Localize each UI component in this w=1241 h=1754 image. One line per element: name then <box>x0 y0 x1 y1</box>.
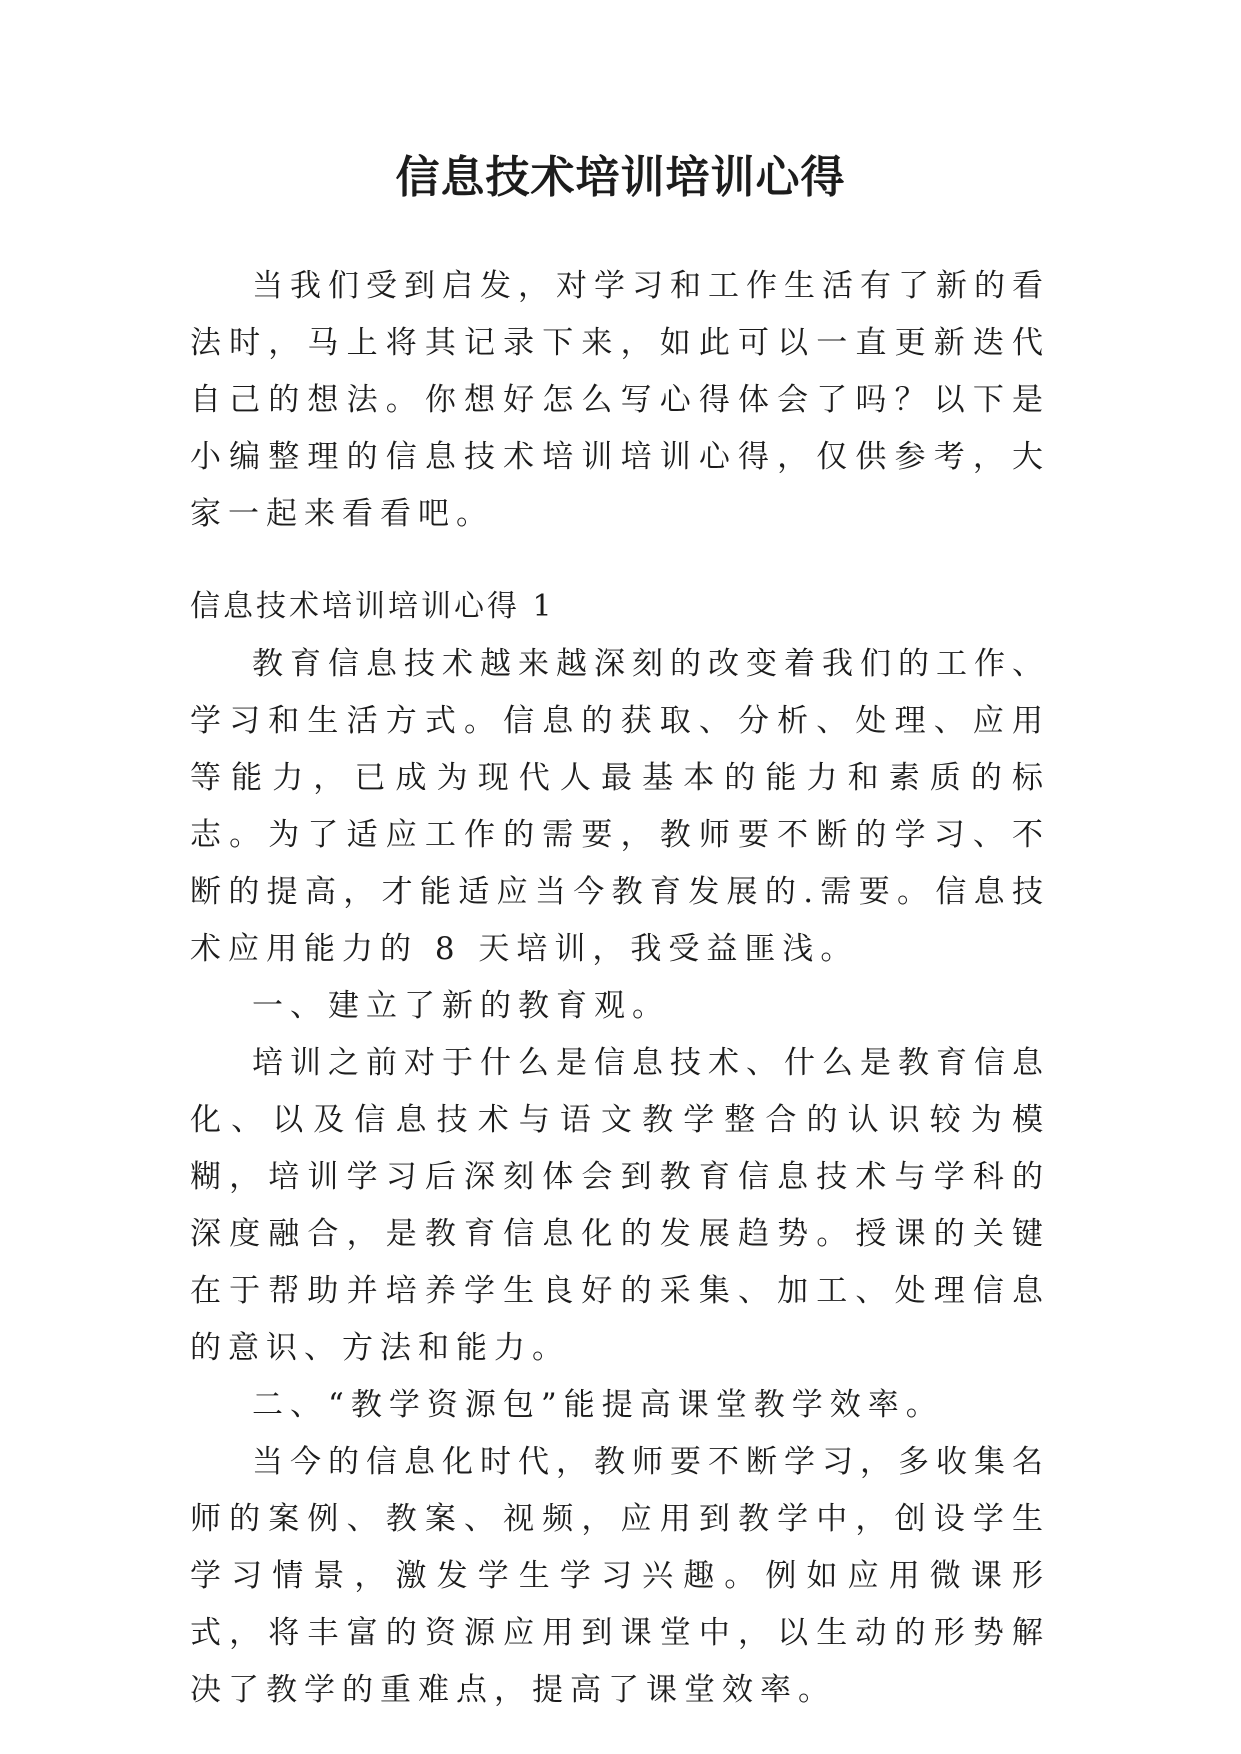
subheading-1: 一、建立了新的教育观。 <box>252 988 670 1024</box>
section-body <box>190 636 1050 1719</box>
section-heading: 信息技术培训培训心得 1 <box>190 589 555 624</box>
body-paragraph-3: 当今的信息化时代，教师要不断学习，多收集名师的案例、教案、视频，应用到教学中，创设学生学习情景，激发学生学习兴趣。例如应用微课形式，将丰富的资源应用到课堂中，以生动的形势解决了教学的重难点，提高了课堂效率。 <box>190 1444 1050 1708</box>
subheading-2: 二、“教学资源包”能提高课堂教学效率。 <box>252 1387 944 1423</box>
body-paragraph-1: 教育信息技术越来越深刻的改变着我们的工作、学习和生活方式。信息的获取、分析、处理、应用等能力，已成为现代人最基本的能力和素质的标志。为了适应工作的需要，教师要不断的学习、不断的提高，才能适应当今教育发展的.需要。信息技术应用能力的 8 天培训，我受益匪浅。 <box>190 646 1050 967</box>
document-title: 信息技术培训培训心得 <box>395 152 846 203</box>
intro-paragraph: 当我们受到启发，对学习和工作生活有了新的看法时，马上将其记录下来，如此可以一直更新迭代自己的想法。你想好怎么写心得体会了吗？以下是小编整理的信息技术培训培训心得，仅供参考，大家一起来看看吧。 <box>190 268 1050 532</box>
body-paragraph-2: 培训之前对于什么是信息技术、什么是教育信息化、以及信息技术与语文教学整合的认识较为模糊，培训学习后深刻体会到教育信息技术与学科的深度融合，是教育信息化的发展趋势。授课的关键在于帮助并培养学生良好的采集、加工、处理信息的意识、方法和能力。 <box>190 1045 1050 1366</box>
